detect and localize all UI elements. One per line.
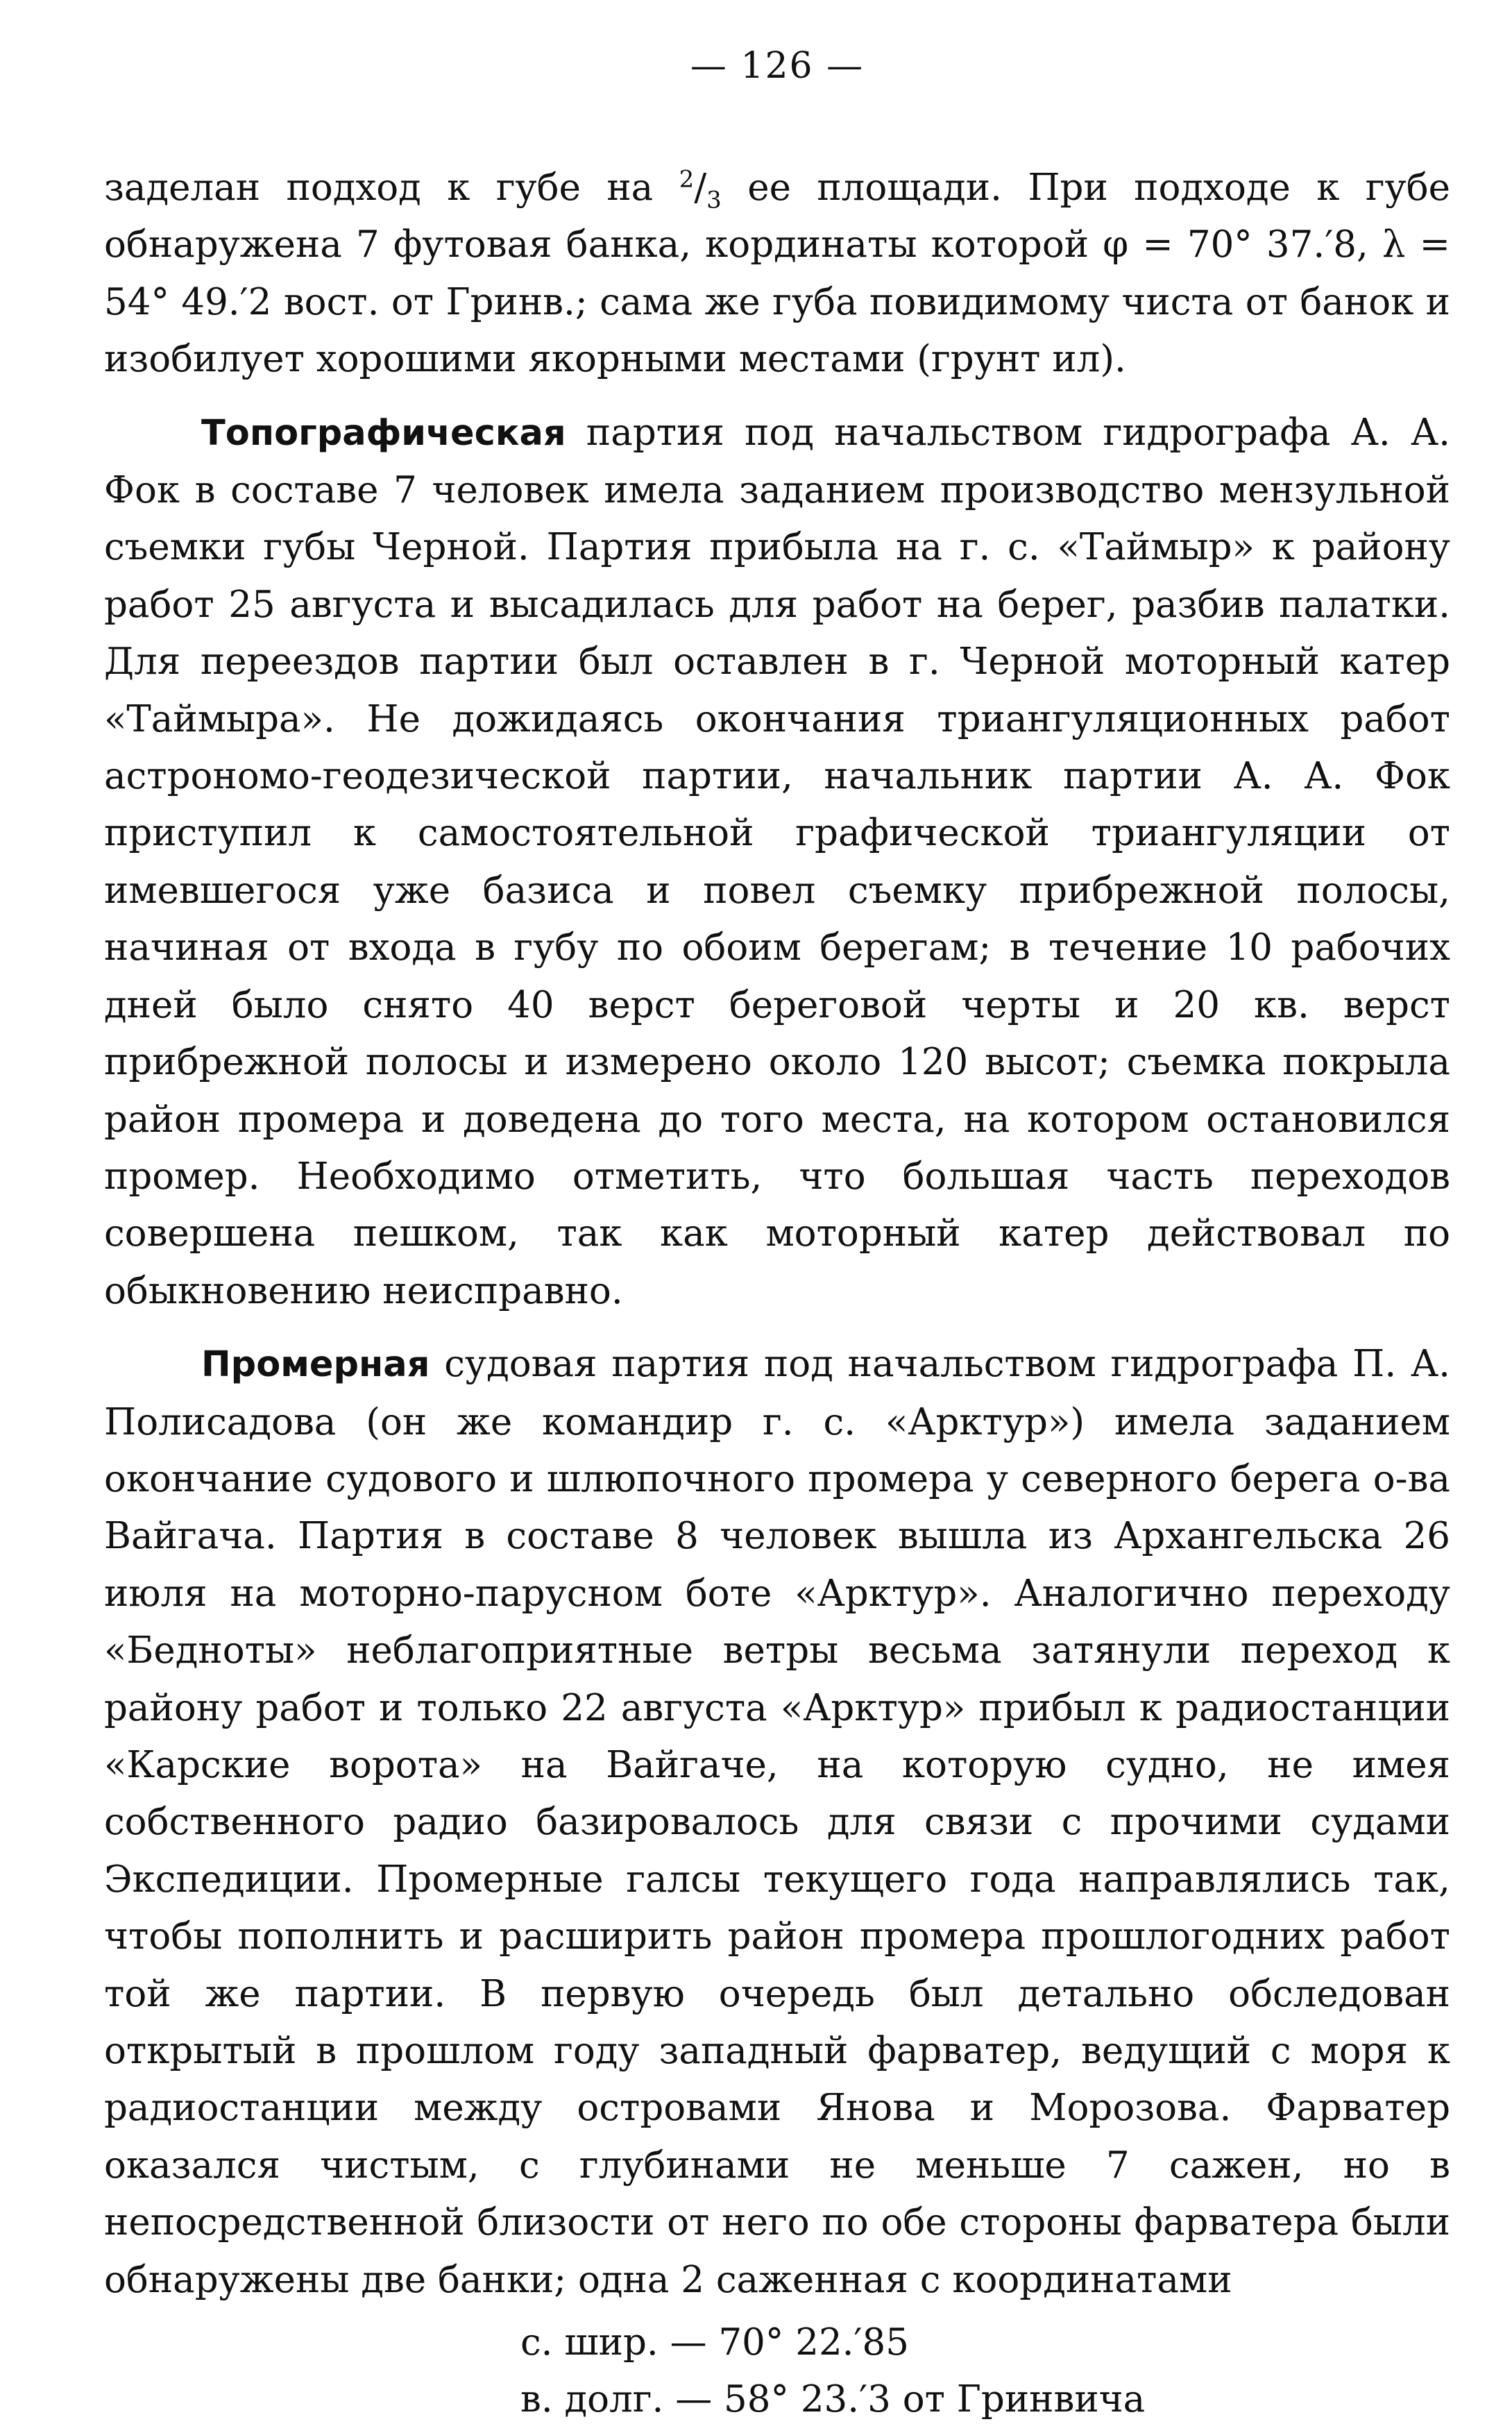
- coordinate-latitude: с. шир. — 70° 22.′85: [520, 2321, 909, 2364]
- document-page: [104, 42, 1450, 2421]
- paragraph-text: ее площади. При подходе к губе обнаружена 7 футовая банка, кординаты которой φ = 70° 37.′8, λ = 54° 49.′2 вост. от Гринв.; сама же губа повидимому чиста от банок и изобилует хорошими якорными местами (грунт ил).: [104, 167, 1450, 381]
- page-number: — 126 —: [690, 45, 865, 87]
- coordinate-longitude: в. долг. — 58° 23.′3 от Гринвича: [520, 2378, 1146, 2421]
- paragraph-lead-word: Промерная: [201, 1344, 430, 1386]
- coordinates-block: [104, 2314, 1450, 2429]
- paragraph-lead-word: Топографическая: [201, 412, 566, 454]
- paragraph-topographic-party: [104, 405, 1450, 1321]
- paragraph-sounding-party: [104, 1336, 1450, 2309]
- fraction-numerator: 2: [679, 165, 695, 194]
- paragraph-text: партия под начальством гидрографа А. А. Фок в составе 7 человек имела заданием производство мензульной съемки губы Черной. Партия прибыла на г. с. «Таймыр» к району работ 25 августа и высадилась для работ на берег, разбив палатки. Для переездов партии был оставлен в г. Черной моторный катер «Таймыра». Не дожидаясь окончания триангуляционных работ астрономо-геодезической партии, начальник партии А. А. Фок приступил к самостоятельной графической триангуляции от имевшегося уже базиса и повел съемку прибрежной полосы, начиная от входа в губу по обоим берегам; в течение 10 рабочих дней было снято 40 верст береговой черты и 20 кв. верст прибрежной полосы и измерено около 120 высот; съемка покрыла район промера и доведена до того места, на котором остановился промер. Необходимо отметить, что большая часть переходов совершена пешком, так как моторный катер действовал по обыкновению неисправно.: [104, 411, 1450, 1312]
- fraction-denominator: 3: [706, 186, 722, 214]
- paragraph-text-start: заделан подход к губе на: [104, 167, 679, 209]
- paragraph-text: судовая партия под начальством гидрографа П. А. Полисадова (он же командир г. с. «Арктур») имела заданием окончание судового и шлюпочного промера у северного берега о-ва Вайгача. Партия в составе 8 человек вышла из Архангельска 26 июля на моторно-парусном боте «Арктур». Аналогично переходу «Бедноты» неблагоприятные ветры весьма затянули переход к району работ и только 22 августа «Арктур» прибыл к радиостанции «Карские ворота» на Вайгаче, на которую судно, не имея собственного радио базировалось для связи с прочими судами Экспедиции. Промерные галсы текущего года направлялись так, чтобы пополнить и расширить район промера прошлогодних работ той же партии. В первую очередь был детально обследован открытый в прошлом году западный фарватер, ведущий с моря к радиостанции между островами Янова и Морозова. Фарватер оказался чистым, с глубинами не меньше 7 сажен, но в непосредственной близости от него по обе стороны фарватера были обнаружены две банки; одна 2 саженная с координатами: [104, 1343, 1450, 2301]
- paragraph-bay-entrance: заделан подход к губе на $^2/_3$ ее площади. При подходе к губе обнаружена 7 футовая банка, кординаты которой φ = 70° 37.′8, λ = 54° 49.′2 вост. от Гринв.; сама же губа повидимому чиста от банок и изобилует хорошими якорными местами (грунт ил).: [104, 165, 1450, 381]
